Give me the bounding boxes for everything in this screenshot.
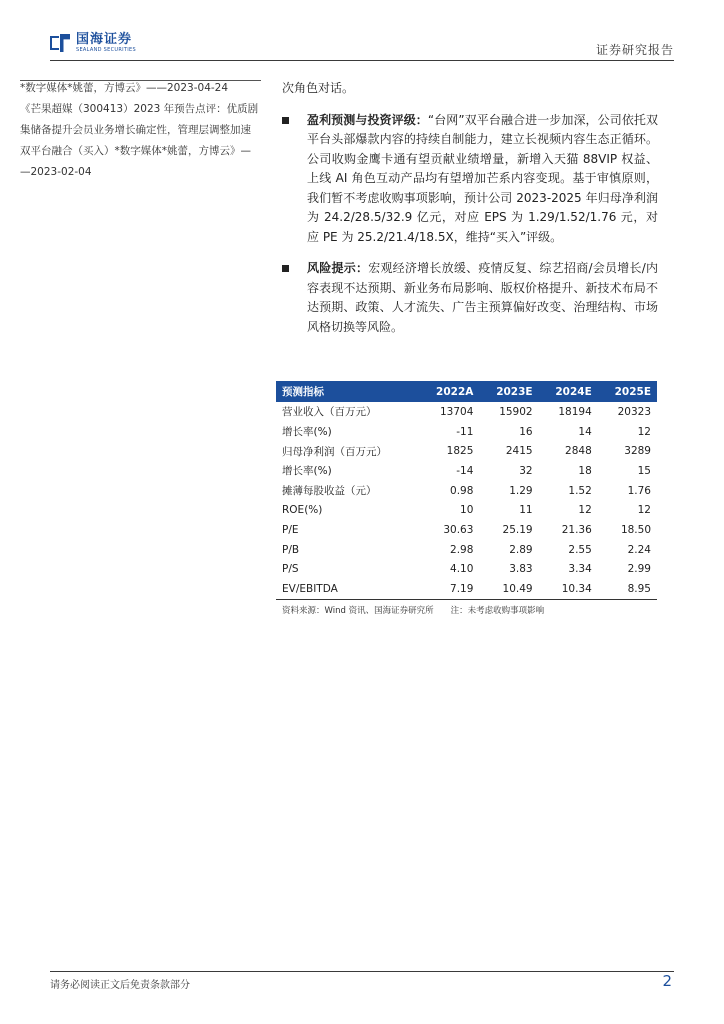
table-cell: 2.55 bbox=[568, 543, 592, 556]
footer-divider bbox=[50, 971, 674, 972]
table-cell: 12 bbox=[637, 425, 651, 438]
sidebar-related-reports bbox=[20, 78, 261, 183]
table-row-label: 营业收入（百万元） bbox=[282, 406, 377, 419]
table-cell: 2848 bbox=[565, 445, 592, 458]
sealand-logo-icon bbox=[50, 34, 72, 52]
table-row-label: P/E bbox=[282, 523, 299, 536]
main-body bbox=[282, 79, 658, 337]
table-cell: 12 bbox=[637, 504, 651, 517]
table-cell: 2415 bbox=[505, 445, 533, 458]
table-row bbox=[276, 461, 657, 481]
table-row bbox=[276, 481, 657, 501]
table-cell: 3289 bbox=[624, 445, 651, 458]
sidebar-line: *数字媒体*姚蕾，方博云》——2023-04-24 bbox=[20, 82, 229, 94]
table-row-label: 增长率(%) bbox=[282, 426, 332, 439]
table-header-cell: 2024E bbox=[555, 385, 592, 398]
table-row bbox=[276, 500, 657, 520]
table-cell: 1825 bbox=[446, 445, 474, 458]
table-cell: 1.76 bbox=[627, 484, 651, 497]
table-row bbox=[276, 422, 657, 442]
table-cell: -14 bbox=[456, 464, 474, 477]
table-row bbox=[276, 540, 657, 560]
table-cell: 21.36 bbox=[561, 523, 592, 536]
sidebar-line: 双平台融合（买入）*数字媒体*姚蕾，方博云》— bbox=[20, 145, 251, 157]
table-cell: 7.19 bbox=[419, 579, 479, 599]
table-cell: 10 bbox=[460, 504, 474, 517]
forecast-table bbox=[276, 381, 657, 600]
table-cell: 10.49 bbox=[479, 579, 538, 599]
forecast-table-container bbox=[276, 381, 657, 616]
table-cell: 25.19 bbox=[502, 523, 533, 536]
sidebar-line: 《芒果超媒（300413）2023 年预告点评：优质剧 bbox=[20, 103, 259, 115]
table-cell: 30.63 bbox=[443, 523, 474, 536]
table-cell: 1.29 bbox=[509, 484, 533, 497]
table-header-row bbox=[276, 381, 657, 402]
table-row-label: P/S bbox=[282, 563, 299, 576]
table-cell: 10.34 bbox=[539, 579, 598, 599]
logo-en-text: SEALAND SECURITIES bbox=[76, 47, 136, 53]
sidebar-line: 集储备提升会员业务增长确定性，管理层调整加速 bbox=[20, 124, 251, 136]
table-cell: 18194 bbox=[558, 405, 592, 418]
earnings-forecast-title: 盈利预测与投资评级： bbox=[307, 112, 428, 127]
table-header-cell: 2022A bbox=[436, 385, 474, 398]
table-cell: -11 bbox=[456, 425, 474, 438]
table-footnote bbox=[276, 604, 657, 616]
table-cell: 4.10 bbox=[450, 563, 474, 576]
table-row-label: 归母净利润（百万元） bbox=[282, 445, 387, 458]
company-logo bbox=[50, 33, 136, 53]
table-note: 注：未考虑收购事项影响 bbox=[450, 605, 545, 616]
logo-cn-text: 国海证券 bbox=[76, 32, 133, 47]
table-row-label: ROE(%) bbox=[282, 504, 323, 517]
table-cell: 3.34 bbox=[568, 563, 592, 576]
continuation-text: 次角色对话。 bbox=[282, 81, 355, 95]
table-row bbox=[276, 560, 657, 580]
table-cell: 18.50 bbox=[620, 523, 651, 536]
table-cell: 12 bbox=[578, 504, 592, 517]
table-header-cell: 预测指标 bbox=[282, 386, 324, 398]
table-row bbox=[276, 579, 657, 599]
table-cell: 2.98 bbox=[450, 543, 474, 556]
table-cell: 3.83 bbox=[509, 563, 533, 576]
table-cell: 15902 bbox=[499, 405, 533, 418]
page-number: 2 bbox=[662, 972, 672, 990]
header-divider bbox=[50, 60, 674, 61]
earnings-forecast-paragraph bbox=[282, 111, 658, 248]
earnings-forecast-body: “台网”双平台融合进一步加深，公司依托双平台头部爆款内容的持续自制能力，建立长视频内容生态正循环。公司收购金鹰卡通有望贡献业绩增量，新增入天猫 88VIP 权益、上线 AI 角色互动产品均有望增加芒系内容变现。基于审慎原则，我们暂不考虑收购事项影响，预计公司 2023-2025 年归母净利润为 24.2/28.5/32.9 亿元，对应 EPS 为 1.29/1.52/1.76 元，对应 PE 为 25.2/21.4/18.5X，维持“买入”评级。 bbox=[307, 112, 658, 244]
table-row-label: 增长率(%) bbox=[282, 465, 332, 478]
table-row-label: 摊薄每股收益（元） bbox=[282, 485, 377, 498]
report-type: 证券研究报告 bbox=[595, 43, 674, 57]
square-bullet-icon bbox=[282, 265, 293, 272]
table-cell: 20323 bbox=[617, 405, 651, 418]
table-cell: 1.52 bbox=[568, 484, 592, 497]
risk-body: 宏观经济增长放缓、疫情反复、综艺招商/会员增长/内容表现不达预期、新业务布局影响、版权价格提升、新技术布局不达预期、政策、人才流失、广告主预算偏好改变、治理结构、市场风格切换等风险。 bbox=[307, 261, 658, 334]
table-row-label: P/B bbox=[282, 543, 300, 556]
table-cell: 13704 bbox=[440, 405, 474, 418]
risk-paragraph bbox=[282, 259, 658, 337]
table-cell: 2.24 bbox=[627, 543, 651, 556]
table-cell: 18 bbox=[578, 464, 592, 477]
square-bullet-icon bbox=[282, 117, 293, 124]
table-row bbox=[276, 520, 657, 540]
table-cell: 15 bbox=[637, 464, 651, 477]
risk-title: 风险提示： bbox=[307, 261, 369, 275]
table-cell: 32 bbox=[519, 464, 533, 477]
table-cell: 8.95 bbox=[598, 579, 657, 599]
footer-disclaimer: 请务必阅读正文后免责条款部分 bbox=[50, 980, 190, 991]
table-row bbox=[276, 402, 657, 422]
table-cell: 2.89 bbox=[509, 543, 533, 556]
table-cell: 2.99 bbox=[627, 563, 651, 576]
table-cell: 14 bbox=[578, 425, 592, 438]
table-source: 资料来源：Wind 资讯、国海证券研究所 bbox=[282, 605, 434, 616]
table-header-cell: 2025E bbox=[614, 385, 651, 398]
table-row-label: EV/EBITDA bbox=[276, 579, 419, 599]
sidebar-line: —2023-02-04 bbox=[20, 166, 92, 178]
table-cell: 0.98 bbox=[450, 484, 474, 497]
table-cell: 16 bbox=[519, 425, 533, 438]
table-row bbox=[276, 441, 657, 461]
table-cell: 11 bbox=[519, 504, 533, 517]
table-header-cell: 2023E bbox=[496, 385, 533, 398]
